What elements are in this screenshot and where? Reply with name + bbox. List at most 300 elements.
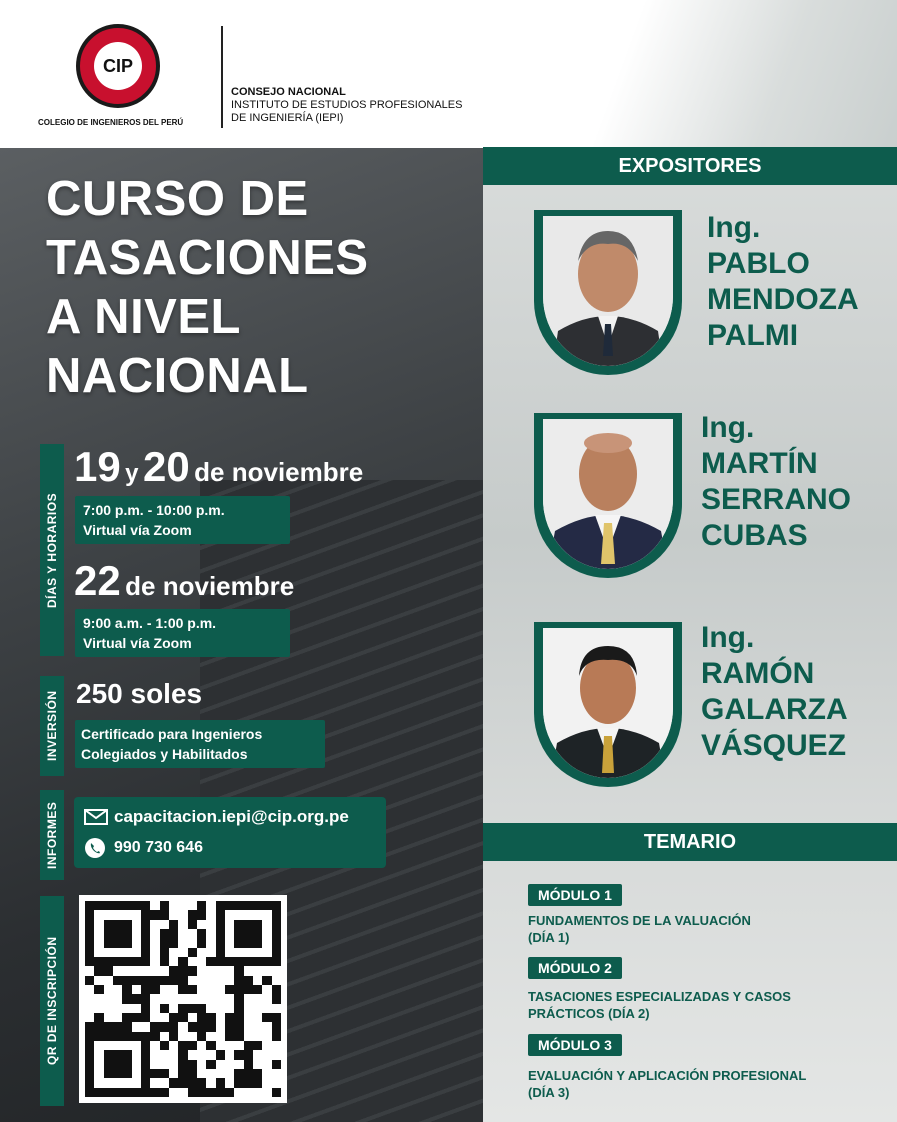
qr-module: [272, 1022, 281, 1031]
qr-module: [160, 1022, 169, 1031]
qr-module: [104, 1078, 113, 1087]
qr-module: [150, 929, 159, 938]
qr-module: [272, 966, 281, 975]
qr-module: [104, 1060, 113, 1069]
qr-module: [122, 1060, 131, 1069]
speaker2-title: Ing.: [701, 411, 755, 444]
qr-module: [234, 910, 243, 919]
qr-module: [160, 1013, 169, 1022]
qr-module: [94, 901, 103, 910]
qr-module: [85, 957, 94, 966]
qr-module: [94, 1041, 103, 1050]
qr-module: [160, 929, 169, 938]
qr-module: [122, 948, 131, 957]
qr-module: [85, 920, 94, 929]
qr-module: [104, 1004, 113, 1013]
qr-module: [94, 1050, 103, 1059]
qr-module: [206, 938, 215, 947]
qr-grid: [85, 901, 281, 1097]
qr-module: [197, 901, 206, 910]
speaker2-first: MARTÍN: [701, 447, 818, 480]
qr-module: [206, 994, 215, 1003]
qr-module: [188, 1050, 197, 1059]
qr-module: [150, 976, 159, 985]
qr-module: [150, 1032, 159, 1041]
speaker3-last2: VÁSQUEZ: [701, 729, 847, 762]
qr-module: [178, 920, 187, 929]
qr-module: [197, 938, 206, 947]
qr-module: [150, 1088, 159, 1097]
qr-module: [197, 1041, 206, 1050]
qr-module: [234, 1060, 243, 1069]
qr-module: [206, 1004, 215, 1013]
qr-module: [216, 901, 225, 910]
qr-module: [206, 976, 215, 985]
qr-module: [104, 966, 113, 975]
qr-module: [122, 976, 131, 985]
qr-module: [253, 1050, 262, 1059]
qr-module: [253, 948, 262, 957]
qr-module: [216, 1004, 225, 1013]
qr-module: [169, 901, 178, 910]
qr-module: [132, 976, 141, 985]
qr-module: [94, 938, 103, 947]
qr-module: [188, 948, 197, 957]
qr-module: [272, 1041, 281, 1050]
qr-module: [197, 994, 206, 1003]
qr-module: [272, 901, 281, 910]
module-2-line2: PRÁCTICOS (DÍA 2): [528, 1006, 650, 1021]
qr-module: [160, 910, 169, 919]
qr-module: [262, 957, 271, 966]
qr-module: [113, 976, 122, 985]
qr-module: [113, 994, 122, 1003]
qr-module: [160, 1004, 169, 1013]
qr-module: [244, 1032, 253, 1041]
date1-month: de noviembre: [194, 457, 364, 487]
qr-module: [94, 1022, 103, 1031]
qr-module: [85, 938, 94, 947]
qr-module: [253, 910, 262, 919]
qr-module: [132, 1050, 141, 1059]
qr-module: [262, 901, 271, 910]
qr-module: [253, 901, 262, 910]
qr-module: [132, 1013, 141, 1022]
qr-module: [206, 1041, 215, 1050]
qr-module: [94, 1032, 103, 1041]
qr-module: [188, 910, 197, 919]
date1-day-b: 20: [142, 443, 190, 490]
qr-module: [141, 1032, 150, 1041]
qr-module: [94, 1078, 103, 1087]
qr-module: [188, 957, 197, 966]
qr-module: [216, 929, 225, 938]
qr-module: [178, 966, 187, 975]
qr-module: [197, 920, 206, 929]
qr-module: [262, 1032, 271, 1041]
module-3-line1: EVALUACIÓN Y APLICACIÓN PROFESIONAL: [528, 1068, 807, 1083]
qr-module: [160, 966, 169, 975]
qr-module: [188, 994, 197, 1003]
qr-module: [122, 910, 131, 919]
qr-module: [141, 994, 150, 1003]
qr-module: [94, 985, 103, 994]
qr-module: [262, 929, 271, 938]
cert-line2: Colegiados y Habilitados: [81, 746, 248, 762]
module-2-line1: TASACIONES ESPECIALIZADAS Y CASOS: [528, 989, 791, 1004]
qr-module: [122, 1050, 131, 1059]
qr-module: [104, 976, 113, 985]
qr-module: [253, 1013, 262, 1022]
qr-module: [160, 948, 169, 957]
qr-module: [272, 929, 281, 938]
qr-module: [197, 1032, 206, 1041]
qr-module: [85, 1088, 94, 1097]
email-row[interactable]: [84, 807, 349, 827]
qr-module: [197, 1004, 206, 1013]
speaker1-last1: MENDOZA: [707, 283, 859, 316]
email-text[interactable]: capacitacion.iepi@cip.org.pe: [114, 807, 349, 826]
qr-module: [216, 976, 225, 985]
qr-module: [113, 1088, 122, 1097]
qr-module: [216, 1088, 225, 1097]
qr-module: [234, 1032, 243, 1041]
qr-module: [262, 976, 271, 985]
qr-module: [178, 938, 187, 947]
qr-module: [141, 1050, 150, 1059]
qr-module: [188, 920, 197, 929]
qr-module: [197, 1078, 206, 1087]
qr-module: [206, 929, 215, 938]
qr-module: [94, 910, 103, 919]
qr-module: [272, 1032, 281, 1041]
qr-module: [150, 1078, 159, 1087]
qr-module: [178, 901, 187, 910]
qr-module: [150, 1069, 159, 1078]
qr-module: [206, 1032, 215, 1041]
price: 250 soles: [76, 678, 203, 709]
qr-module: [272, 948, 281, 957]
phone-row[interactable]: [84, 837, 203, 859]
qr-module: [169, 1022, 178, 1031]
qr-module: [253, 976, 262, 985]
cip-logo: [76, 24, 160, 108]
qr-module: [272, 920, 281, 929]
qr-module: [113, 1050, 122, 1059]
speaker-name-3: [701, 620, 848, 764]
mode1: Virtual vía Zoom: [83, 522, 192, 538]
qr-module: [113, 1069, 122, 1078]
qr-module: [141, 1088, 150, 1097]
qr-module: [122, 1069, 131, 1078]
qr-module: [169, 1069, 178, 1078]
qr-module: [141, 1022, 150, 1031]
qr-module: [169, 957, 178, 966]
date1-day-a: 19: [74, 443, 121, 490]
qr-module: [94, 966, 103, 975]
qr-module: [244, 1069, 253, 1078]
title-line3: A NIVEL: [46, 290, 241, 344]
qr-module: [150, 1060, 159, 1069]
council-block: [231, 86, 462, 125]
qr-module: [178, 985, 187, 994]
qr-module: [216, 994, 225, 1003]
qr-module: [262, 994, 271, 1003]
qr-code[interactable]: [79, 895, 287, 1103]
title-line2: TASACIONES: [46, 231, 369, 285]
qr-module: [141, 920, 150, 929]
qr-module: [253, 938, 262, 947]
qr-module: [104, 1041, 113, 1050]
qr-module: [113, 957, 122, 966]
qr-module: [216, 938, 225, 947]
qr-module: [160, 994, 169, 1003]
qr-module: [150, 938, 159, 947]
qr-module: [272, 910, 281, 919]
qr-module: [262, 948, 271, 957]
qr-module: [94, 976, 103, 985]
qr-module: [188, 1032, 197, 1041]
qr-module: [113, 966, 122, 975]
qr-module: [85, 929, 94, 938]
qr-module: [113, 920, 122, 929]
qr-module: [94, 1069, 103, 1078]
qr-module: [85, 910, 94, 919]
qr-module: [262, 1060, 271, 1069]
qr-module: [272, 1060, 281, 1069]
qr-module: [206, 1088, 215, 1097]
qr-module: [234, 1004, 243, 1013]
qr-module: [141, 1013, 150, 1022]
qr-module: [244, 985, 253, 994]
qr-module: [197, 1060, 206, 1069]
qr-module: [113, 901, 122, 910]
qr-module: [160, 1041, 169, 1050]
qr-module: [225, 976, 234, 985]
qr-module: [188, 966, 197, 975]
qr-module: [216, 1060, 225, 1069]
qr-module: [188, 901, 197, 910]
qr-module: [197, 966, 206, 975]
speaker2-last2: CUBAS: [701, 519, 808, 552]
qr-module: [188, 1078, 197, 1087]
qr-module: [234, 1013, 243, 1022]
qr-module: [225, 1088, 234, 1097]
qr-module: [225, 929, 234, 938]
qr-module: [234, 1022, 243, 1031]
qr-module: [262, 1088, 271, 1097]
qr-module: [132, 929, 141, 938]
speaker-photo-2: [543, 419, 673, 569]
qr-module: [206, 910, 215, 919]
qr-module: [122, 1022, 131, 1031]
qr-module: [197, 929, 206, 938]
speaker-shield-2: [534, 413, 682, 578]
qr-module: [141, 901, 150, 910]
qr-module: [85, 1069, 94, 1078]
qr-module: [197, 985, 206, 994]
qr-module: [150, 1013, 159, 1022]
qr-module: [169, 994, 178, 1003]
qr-module: [141, 976, 150, 985]
qr-module: [262, 938, 271, 947]
qr-module: [216, 1022, 225, 1031]
qr-module: [206, 957, 215, 966]
qr-module: [113, 1032, 122, 1041]
qr-module: [104, 920, 113, 929]
qr-module: [94, 920, 103, 929]
qr-module: [132, 1004, 141, 1013]
qr-module: [225, 1069, 234, 1078]
qr-module: [169, 948, 178, 957]
qr-module: [188, 1013, 197, 1022]
qr-module: [132, 1088, 141, 1097]
qr-module: [178, 929, 187, 938]
date-block-2: [74, 557, 294, 605]
title-line4: NACIONAL: [46, 349, 309, 403]
qr-module: [253, 1078, 262, 1087]
qr-module: [234, 948, 243, 957]
qr-module: [206, 1022, 215, 1031]
qr-module: [244, 901, 253, 910]
qr-module: [169, 1013, 178, 1022]
qr-module: [178, 1069, 187, 1078]
qr-module: [216, 1078, 225, 1087]
time-box-1: [75, 496, 290, 544]
qr-module: [272, 1088, 281, 1097]
module-2-badge: MÓDULO 2: [528, 957, 622, 979]
qr-module: [272, 1069, 281, 1078]
qr-module: [141, 966, 150, 975]
qr-module: [169, 1032, 178, 1041]
qr-module: [244, 994, 253, 1003]
qr-module: [122, 1078, 131, 1087]
qr-module: [188, 1069, 197, 1078]
qr-module: [141, 985, 150, 994]
qr-module: [206, 985, 215, 994]
qr-module: [272, 957, 281, 966]
qr-module: [234, 985, 243, 994]
qr-module: [225, 1041, 234, 1050]
qr-module: [169, 910, 178, 919]
qr-module: [244, 1078, 253, 1087]
qr-module: [206, 901, 215, 910]
qr-module: [169, 1050, 178, 1059]
qr-module: [225, 957, 234, 966]
qr-module: [132, 1032, 141, 1041]
qr-module: [234, 1050, 243, 1059]
certificate-box: [75, 720, 325, 768]
qr-module: [234, 1088, 243, 1097]
qr-module: [272, 985, 281, 994]
qr-module: [225, 901, 234, 910]
qr-module: [141, 1041, 150, 1050]
qr-module: [225, 938, 234, 947]
qr-module: [132, 920, 141, 929]
qr-module: [178, 1050, 187, 1059]
qr-module: [253, 1004, 262, 1013]
module-1-line2: (DÍA 1): [528, 930, 570, 945]
qr-module: [104, 938, 113, 947]
qr-module: [272, 976, 281, 985]
phone-text[interactable]: 990 730 646: [114, 839, 203, 856]
qr-module: [244, 920, 253, 929]
qr-module: [272, 994, 281, 1003]
qr-module: [188, 1041, 197, 1050]
qr-module: [253, 966, 262, 975]
qr-module: [253, 985, 262, 994]
qr-module: [188, 1060, 197, 1069]
qr-module: [244, 1060, 253, 1069]
qr-module: [94, 1060, 103, 1069]
qr-module: [85, 1078, 94, 1087]
time1: 7:00 p.m. - 10:00 p.m.: [83, 502, 225, 518]
qr-module: [122, 1032, 131, 1041]
qr-module: [188, 1088, 197, 1097]
qr-module: [262, 985, 271, 994]
module-3-badge: MÓDULO 3: [528, 1034, 622, 1056]
qr-module: [113, 948, 122, 957]
qr-module: [253, 1060, 262, 1069]
qr-module: [206, 1078, 215, 1087]
qr-module: [197, 910, 206, 919]
qr-module: [197, 1069, 206, 1078]
date2-month: de noviembre: [125, 571, 295, 601]
qr-module: [216, 957, 225, 966]
qr-module: [262, 1078, 271, 1087]
qr-module: [197, 976, 206, 985]
tab-qr: QR DE INSCRIPCIÓN: [40, 896, 64, 1106]
qr-module: [262, 910, 271, 919]
qr-module: [141, 1004, 150, 1013]
qr-module: [169, 976, 178, 985]
qr-module: [188, 985, 197, 994]
speaker-name-1: [707, 210, 859, 354]
qr-module: [85, 976, 94, 985]
qr-module: [113, 985, 122, 994]
qr-module: [85, 1013, 94, 1022]
qr-module: [188, 976, 197, 985]
speaker3-first: RAMÓN: [701, 657, 815, 690]
qr-module: [234, 976, 243, 985]
qr-module: [160, 1050, 169, 1059]
qr-module: [178, 910, 187, 919]
qr-module: [141, 957, 150, 966]
qr-module: [160, 1088, 169, 1097]
qr-module: [206, 1050, 215, 1059]
speaker-photo-1: [543, 216, 673, 366]
header-divider: [221, 26, 223, 128]
qr-module: [122, 1041, 131, 1050]
qr-module: [262, 1022, 271, 1031]
qr-module: [85, 985, 94, 994]
qr-module: [104, 1013, 113, 1022]
qr-module: [141, 929, 150, 938]
qr-module: [122, 901, 131, 910]
qr-module: [160, 1032, 169, 1041]
qr-module: [132, 985, 141, 994]
qr-module: [150, 966, 159, 975]
date2-day: 22: [74, 557, 121, 604]
qr-module: [85, 994, 94, 1003]
qr-module: [244, 929, 253, 938]
qr-module: [94, 994, 103, 1003]
qr-module: [169, 938, 178, 947]
tab-investment: INVERSIÓN: [40, 676, 64, 776]
qr-module: [150, 1041, 159, 1050]
qr-module: [150, 948, 159, 957]
qr-module: [169, 929, 178, 938]
